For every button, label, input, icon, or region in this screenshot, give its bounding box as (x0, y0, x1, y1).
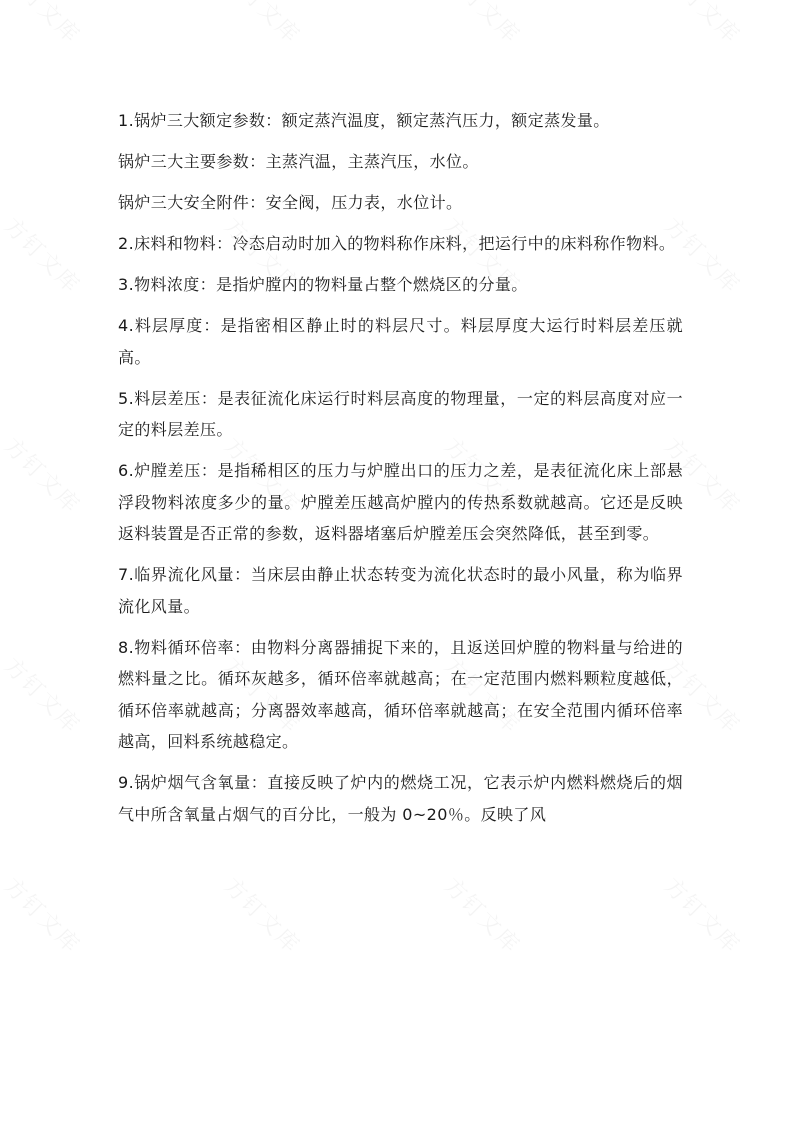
watermark-text (0, 650, 88, 740)
watermark-text (0, 0, 88, 50)
paragraph: 8.物料循环倍率：由物料分离器捕捉下来的，且返送回炉膛的物料量与给进的燃料量之比。循环灰越多，循环倍率就越高；在一定范围内燃料颗粒度越低，循环倍率就越高；分离器效率越高，循环倍率就越高；在安全范围内循环倍率越高，回料系统越稳定。 (118, 637, 683, 751)
watermark-text (438, 870, 528, 960)
paragraph: 锅炉三大主要参数：主蒸汽温，主蒸汽压，水位。 (118, 152, 479, 171)
watermark-text (0, 430, 88, 520)
paragraph: 6.炉膛差压：是指稀相区的压力与炉膛出口的压力之差，是表征流化床上部悬浮段物料浓度多少的量。炉膛差压越高炉膛内的传热系数就越高。它还是反映返料装置是否正常的参数，返料器堵塞后炉膛差压会突然降低，甚至到零。 (118, 461, 683, 543)
watermark-text (218, 870, 308, 960)
paragraph: 1.锅炉三大额定参数：额定蒸汽温度，额定蒸汽压力，额定蒸发量。 (118, 111, 610, 130)
watermark-text (0, 870, 88, 960)
paragraph: 5.料层差压：是表征流化床运行时料层高度的物理量，一定的料层高度对应一定的料层差压。 (118, 388, 683, 439)
paragraph: 2.床料和物料：冷态启动时加入的物料称作床料，把运行中的床料称作物料。 (118, 234, 676, 253)
paragraph: 4.料层厚度：是指密相区静止时的料层尺寸。料层厚度大运行时料层差压就高。 (118, 316, 683, 367)
paragraph: 9.锅炉烟气含氧量：直接反映了炉内的燃烧工况，它表示炉内燃料燃烧后的烟气中所含氧量占烟气的百分比，一般为 0~20％。反映了风 (118, 773, 683, 824)
watermark-text (438, 0, 528, 50)
watermark-text (658, 870, 748, 960)
watermark-text (0, 210, 88, 300)
paragraph: 锅炉三大安全附件：安全阀，压力表，水位计。 (118, 193, 463, 212)
watermark-text (218, 0, 308, 50)
paragraph: 3.物料浓度：是指炉膛内的物料量占整个燃烧区的分量。 (118, 275, 528, 294)
watermark-text (658, 0, 748, 50)
paragraph: 7.临界流化风量：当床层由静止状态转变为流化状态时的最小风量，称为临界流化风量。 (118, 565, 683, 616)
document-body (118, 105, 683, 840)
